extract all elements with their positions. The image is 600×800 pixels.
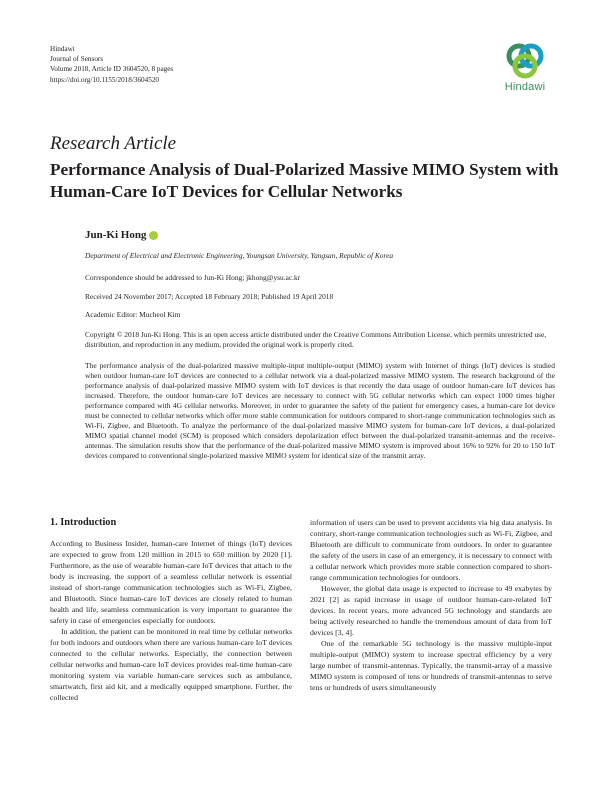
paragraph: However, the global data usage is expected to increase to 49 exabytes by 2021 [2] as rapid increase in usage of outdoor human-care-related IoT devices. In recent years, more advanced 5G technology and standards are being actively researched to handle the tremendous amount of data from IoT devices [3, 4].: [310, 584, 552, 637]
author-line: [85, 229, 158, 241]
paragraph: In addition, the patient can be monitored in real time by cellular networks for both indoors and outdoors when there are various human-care IoT devices connected to the cellular networks. Especially, the connection between cellular networks and human-care IoT devices provides real-time human-care monitoring system via variable human-care services such as ambulance, smartwatch, first aid kit, and a medically equipped smartphone. Further, the collected: [50, 627, 292, 702]
hindawi-logo: [495, 40, 555, 93]
journal-name: Journal of Sensors: [50, 55, 104, 64]
journal-info: [50, 44, 173, 85]
logo-text: Hindawi: [504, 81, 546, 93]
intro-right-column: [310, 517, 552, 693]
abstract: The performance analysis of the dual-polarized massive multiple-input multiple-output (MIMO) system with Internet of things (IoT) devices is studied when outdoor human-care IoT devices are connected to a cellular network via a dual-polarized massive MIMO system. The research background of the performance analysis of dual-polarized massive MIMO system with IoT devices is that recently the data usage of outdoor human-care IoT devices has increased. Therefore, the outdoor human-care IoT devices are necessary to connect with 5G cellular networks which can expect 1000 times higher performance compared with 4G cellular networks. Moreover, in order to guarantee the safety of the patient for emergency cases, a human-care Iot device must be connected to cellular networks which offer more stable communication for outdoors compared to short-range communication technologies such as Wi-Fi, Zigbee, and Bluetooth. To analyze the performance of the dual-polarized massive MIMO system for human-care IoT devices, a dual-polarized MIMO spatial channel model (SCM) is proposed which considers depolarization effect between the dual-polarized transmit-antennas and the receive-antennas. The simulation results show that the performance of the dual-polarized massive MIMO system is improved about 16% to 92% for 20 to 150 IoT devices compared to conventional single-polarized massive MIMO system for identical size of the transmit array.: [85, 361, 555, 460]
section-heading: 1. Introduction: [50, 517, 117, 528]
intro-left-column: [50, 517, 292, 703]
article-type: Research Article: [50, 133, 177, 154]
publisher-name: Hindawi: [50, 45, 75, 53]
hindawi-logo-icon: [504, 40, 546, 80]
paper-title: Performance Analysis of Dual-Polarized Massive MIMO System with Human-Care IoT Devices for Cellular Networks: [50, 160, 559, 201]
author-name: Jun-Ki Hong: [85, 229, 147, 241]
publication-dates: Received 24 November 2017; Accepted 18 February 2018; Published 19 April 2018: [85, 292, 334, 301]
orcid-icon[interactable]: [149, 231, 158, 240]
academic-editor: Academic Editor: Mucheol Kim: [85, 310, 181, 319]
paragraph: One of the remarkable 5G technology is the massive multiple-input multiple-output (MIMO) system to increase spectral efficiency by a very large number of transmit-antennas. Typically, the transmit-array of a massive MIMO system is composed of tens or hundreds of transmit-antennas to serve tens or hundreds of users simultaneously: [310, 639, 552, 692]
affiliation: Department of Electrical and Electronic Engineering, Youngsan University, Yangsan, Republic of Korea: [85, 251, 394, 260]
paragraph: information of users can be used to prevent accidents via big data analysis. In contrary, short-range communication technologies such as Wi-Fi, Zigbee, and Bluetooth are difficult to communicate from outdoors. In order to guarantee the safety of the users in case of an emergency, it is necessary to connect with a cellular network which provides more stable connection compared to short-range communication technologies for outdoors.: [310, 518, 552, 582]
volume-line: Volume 2018, Article ID 3604520, 8 pages: [50, 65, 174, 74]
copyright-notice: Copyright © 2018 Jun-Ki Hong. This is an open access article distributed under the Creative Commons Attribution License, which permits unrestricted use, distribution, and reproduction in any medium, provided the original work is properly cited.: [85, 330, 547, 349]
paragraph: According to Business Insider, human-care Internet of things (IoT) devices are expected to grow from 120 million in 2015 to 650 million by 2020 [1]. Furthermore, as the use of wearable human-care IoT devices that attach to the body is increasing, the support of a seamless cellular network is essential instead of short-range communication technologies such as Wi-Fi, Zigbee, and Bluetooth. Since human-care IoT devices are closely related to human health and life, seamless communication is very important to guarantee the safety in case of emergencies especially for outdoors.: [50, 539, 292, 625]
doi-link[interactable]: https://doi.org/10.1155/2018/3604520: [50, 75, 160, 84]
correspondence: Correspondence should be addressed to Jun-Ki Hong; jkhong@ysu.ac.kr: [85, 273, 301, 282]
